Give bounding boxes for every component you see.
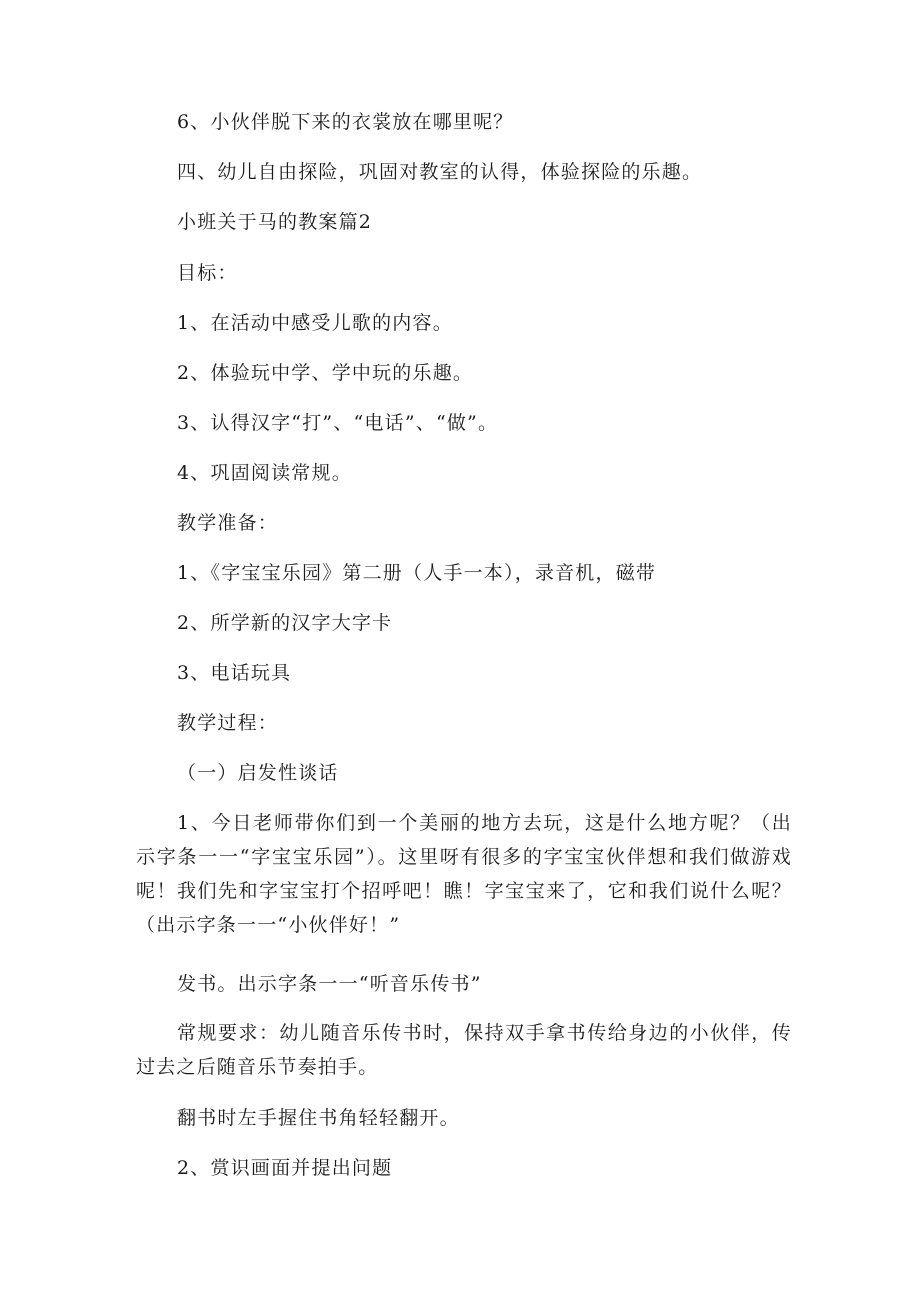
lesson-plan-heading: 小班关于马的教案篇2	[177, 211, 373, 233]
preparation-item-3: 3、电话玩具	[177, 662, 292, 684]
preparation-heading: 教学准备：	[177, 512, 279, 534]
text-line-question-6: 6、小伙伴脱下来的衣裳放在哪里呢？	[177, 111, 514, 133]
process-heading: 教学过程：	[177, 712, 279, 734]
goals-heading: 目标：	[177, 262, 238, 284]
goal-item-3: 3、认得汉字“打”、“电话”、“做”。	[177, 412, 499, 434]
text-line-section-four: 四、幼儿自由探险，巩固对教室的认得，体验探险的乐趣。	[177, 161, 703, 183]
paragraph-hand-out-books: 发书。出示字条一一“听音乐传书”	[177, 973, 482, 995]
preparation-item-2: 2、所学新的汉字大字卡	[177, 612, 393, 634]
paragraph-appreciate-pictures: 2、赏识画面并提出问题	[177, 1157, 393, 1179]
paragraph-page-turning: 翻书时左手握住书角轻轻翻开。	[177, 1107, 460, 1129]
process-step-one-heading: （一）启发性谈话	[177, 762, 339, 784]
goal-item-4: 4、巩固阅读常规。	[177, 462, 352, 484]
paragraph-routine-requirements: 常规要求：幼儿随音乐传书时，保持双手拿书传给身边的小伙伴，传过去之后随音乐节奏拍手。	[136, 1022, 792, 1078]
goal-item-1: 1、在活动中感受儿歌的内容。	[177, 312, 453, 334]
preparation-item-1: 1、《字宝宝乐园》第二册（人手一本），录音机，磁带	[177, 562, 657, 584]
goal-item-2: 2、体验玩中学、学中玩的乐趣。	[177, 362, 474, 384]
paragraph-talk-intro: 1、今日老师带你们到一个美丽的地方去玩，这是什么地方呢？（出示字条一一“字宝宝乐园”）。这里呀有很多的字宝宝伙伴想和我们做游戏呢！我们先和字宝宝打个招呼吧！瞧！字宝宝来了，它和我们说什么呢？（出示字条一一“小伙伴好！”	[136, 812, 792, 936]
